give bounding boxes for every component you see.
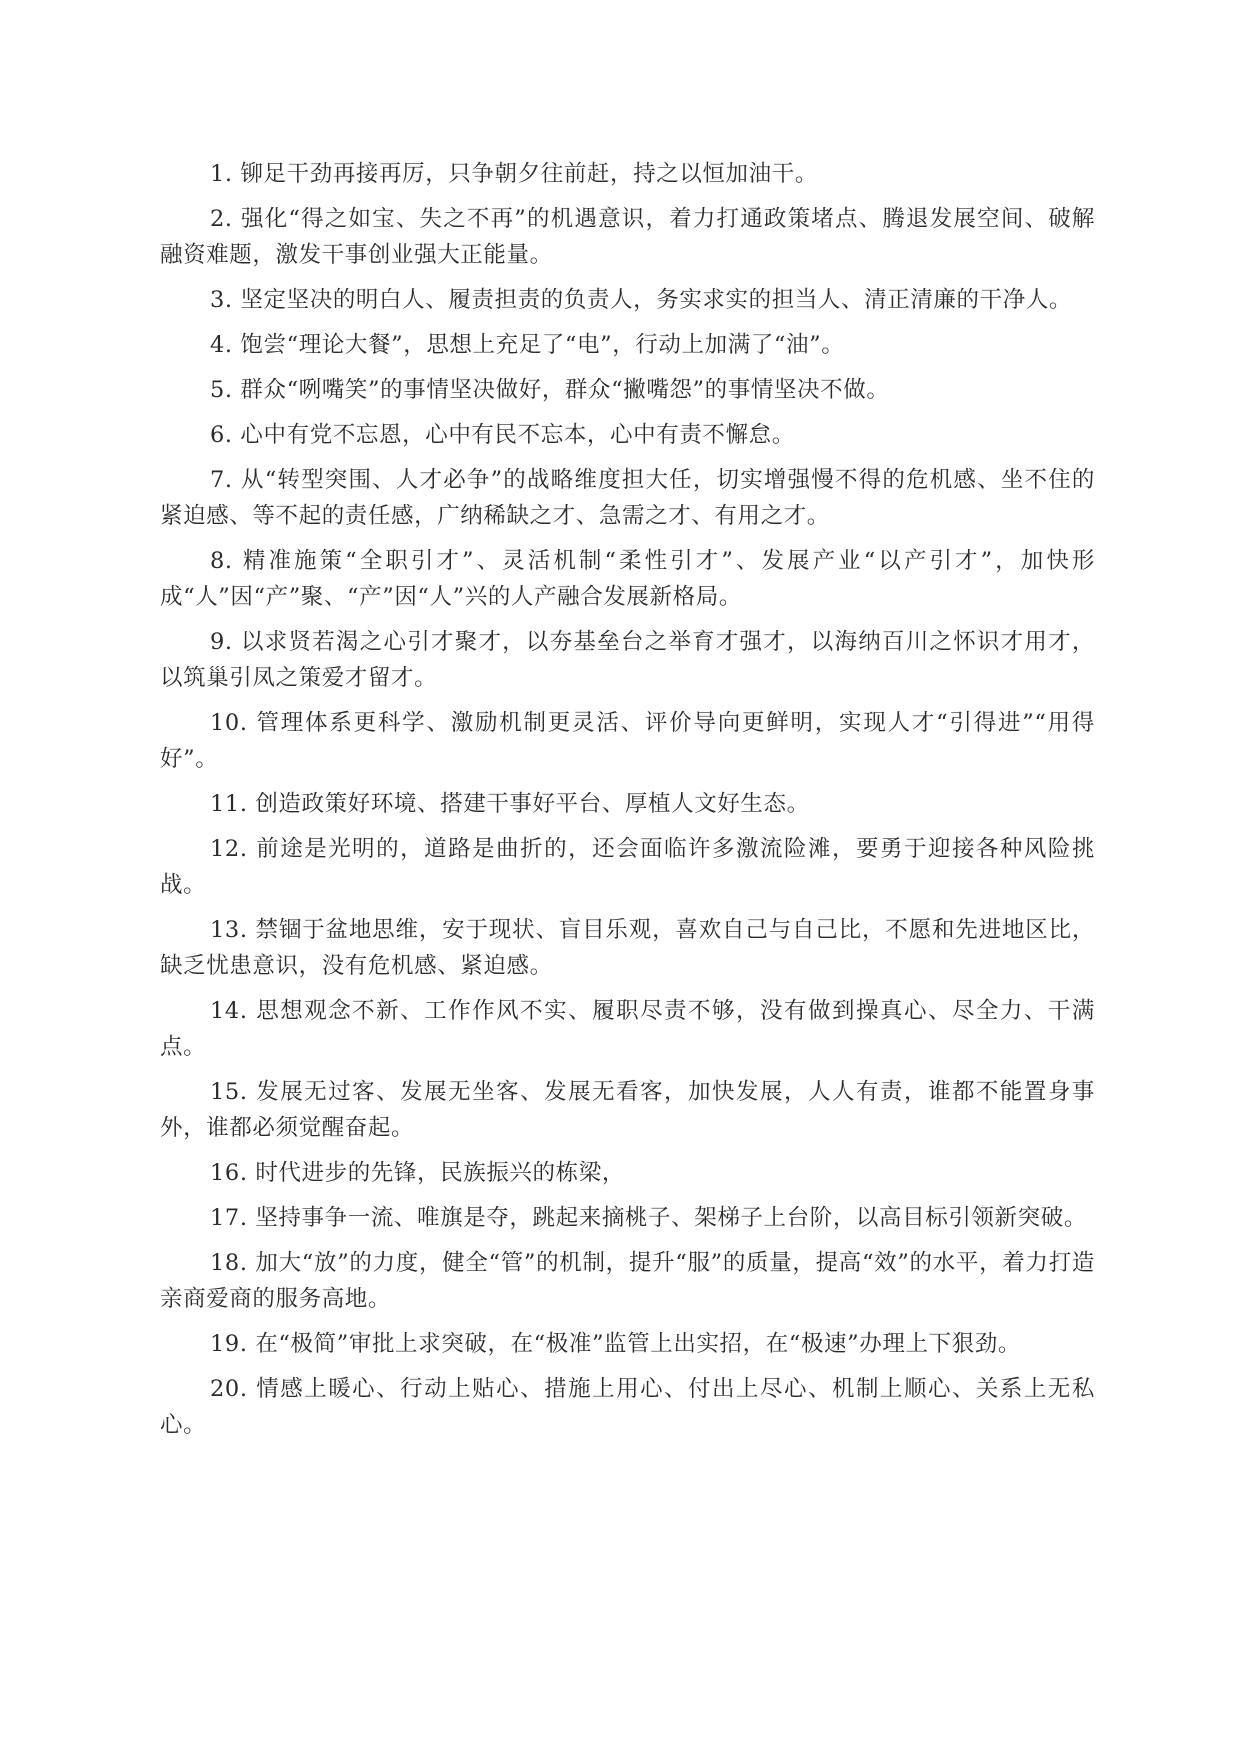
paragraph-11: 11. 创造政策好环境、搭建干事好平台、厚植人文好生态。 [210,791,810,817]
paragraph-20: 20. 情感上暖心、行动上贴心、措施上用心、付出上尽心、机制上顺心、关系上无私心。 [160,1376,1095,1438]
paragraph-16: 16. 时代进步的先锋，民族振兴的栋梁， [210,1160,625,1186]
paragraph-17: 17. 坚持事争一流、唯旗是夺，跳起来摘桃子、架梯子上台阶，以高目标引领新突破。 [210,1205,1087,1231]
paragraph-12: 12. 前途是光明的，道路是曲折的，还会面临许多激流险滩，要勇于迎接各种风险挑战。 [160,836,1095,898]
paragraph-1: 1. 铆足干劲再接再厉，只争朝夕往前赶，持之以恒加油干。 [210,161,818,187]
paragraph-18: 18. 加大“放”的力度，健全“管”的机制，提升“服”的质量，提高“效”的水平，着力打造亲商爱商的服务高地。 [160,1250,1095,1312]
paragraph-2: 2. 强化“得之如宝、失之不再”的机遇意识，着力打通政策堵点、腾退发展空间、破解融资难题，激发干事创业强大正能量。 [160,206,1095,268]
paragraph-19: 19. 在“极简”审批上求突破，在“极准”监管上出实招，在“极速”办理上下狠劲。 [210,1331,1021,1357]
paragraph-9: 9. 以求贤若渴之心引才聚才，以夯基垒台之举育才强才，以海纳百川之怀识才用才，以筑巢引凤之策爱才留才。 [160,629,1095,691]
document-body [160,156,1095,1452]
paragraph-5: 5. 群众“咧嘴笑”的事情坚决做好，群众“撇嘴怨”的事情坚决不做。 [210,377,890,403]
paragraph-6: 6. 心中有党不忘恩，心中有民不忘本，心中有责不懈怠。 [210,422,795,448]
paragraph-8: 8. 精准施策“全职引才”、灵活机制“柔性引才”、发展产业“以产引才”，加快形成“人”因“产”聚、“产”因“人”兴的人产融合发展新格局。 [160,548,1095,610]
paragraph-14: 14. 思想观念不新、工作作风不实、履职尽责不够，没有做到操真心、尽全力、干满点。 [160,998,1095,1060]
paragraph-15: 15. 发展无过客、发展无坐客、发展无看客，加快发展，人人有责，谁都不能置身事外，谁都必须觉醒奋起。 [160,1079,1095,1141]
paragraph-4: 4. 饱尝“理论大餐”，思想上充足了“电”，行动上加满了“油”。 [210,332,845,358]
paragraph-10: 10. 管理体系更科学、激励机制更灵活、评价导向更鲜明，实现人才“引得进”“用得好”。 [160,710,1095,772]
paragraph-13: 13. 禁锢于盆地思维，安于现状、盲目乐观，喜欢自己与自己比，不愿和先进地区比，缺乏忧患意识，没有危机感、紧迫感。 [160,917,1095,979]
paragraph-7: 7. 从“转型突围、人才必争”的战略维度担大任，切实增强慢不得的危机感、坐不住的紧迫感、等不起的责任感，广纳稀缺之才、急需之才、有用之才。 [160,467,1095,529]
paragraph-3: 3. 坚定坚决的明白人、履责担责的负责人，务实求实的担当人、清正清廉的干净人。 [210,287,1073,313]
